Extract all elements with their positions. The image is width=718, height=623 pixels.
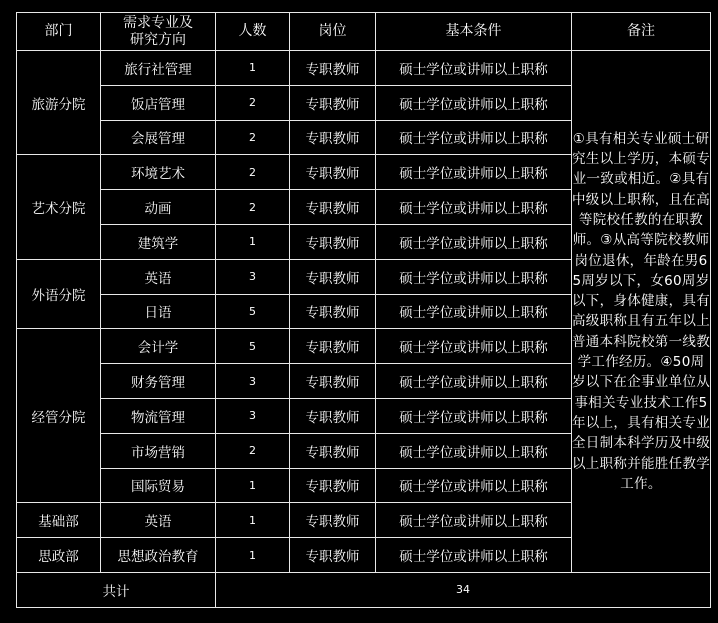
position-cell: 专职教师 bbox=[290, 190, 376, 225]
position-cell: 专职教师 bbox=[290, 120, 376, 155]
position-cell: 专职教师 bbox=[290, 364, 376, 399]
total-value: 34 bbox=[216, 572, 711, 607]
position-cell: 专职教师 bbox=[290, 294, 376, 329]
conditions-cell: 硕士学位或讲师以上职称 bbox=[376, 468, 572, 503]
header-major bbox=[101, 13, 216, 51]
dept-cell: 基础部 bbox=[17, 503, 101, 538]
position-cell: 专职教师 bbox=[290, 259, 376, 294]
table-body bbox=[17, 51, 711, 573]
position-cell: 专职教师 bbox=[290, 224, 376, 259]
count-cell: 2 bbox=[216, 190, 290, 225]
conditions-cell: 硕士学位或讲师以上职称 bbox=[376, 190, 572, 225]
count-cell: 2 bbox=[216, 155, 290, 190]
conditions-cell: 硕士学位或讲师以上职称 bbox=[376, 224, 572, 259]
major-cell: 英语 bbox=[101, 503, 216, 538]
position-cell: 专职教师 bbox=[290, 398, 376, 433]
header-position: 岗位 bbox=[290, 13, 376, 51]
count-cell: 5 bbox=[216, 329, 290, 364]
major-cell: 日语 bbox=[101, 294, 216, 329]
header-major-line1: 需求专业及 bbox=[123, 14, 193, 31]
total-row bbox=[17, 572, 711, 607]
count-cell: 1 bbox=[216, 538, 290, 573]
header-conditions: 基本条件 bbox=[376, 13, 572, 51]
count-cell: 3 bbox=[216, 259, 290, 294]
major-cell: 思想政治教育 bbox=[101, 538, 216, 573]
conditions-cell: 硕士学位或讲师以上职称 bbox=[376, 51, 572, 86]
dept-cell: 经管分院 bbox=[17, 329, 101, 503]
position-cell: 专职教师 bbox=[290, 503, 376, 538]
position-cell: 专职教师 bbox=[290, 51, 376, 86]
dept-cell: 旅游分院 bbox=[17, 51, 101, 155]
table-row bbox=[17, 51, 711, 86]
conditions-cell: 硕士学位或讲师以上职称 bbox=[376, 503, 572, 538]
major-cell: 会计学 bbox=[101, 329, 216, 364]
count-cell: 3 bbox=[216, 398, 290, 433]
header-count: 人数 bbox=[216, 13, 290, 51]
major-cell: 英语 bbox=[101, 259, 216, 294]
conditions-cell: 硕士学位或讲师以上职称 bbox=[376, 85, 572, 120]
position-cell: 专职教师 bbox=[290, 85, 376, 120]
header-dept: 部门 bbox=[17, 13, 101, 51]
recruitment-table bbox=[16, 12, 711, 608]
conditions-cell: 硕士学位或讲师以上职称 bbox=[376, 433, 572, 468]
dept-cell: 思政部 bbox=[17, 538, 101, 573]
major-cell: 环境艺术 bbox=[101, 155, 216, 190]
count-cell: 2 bbox=[216, 433, 290, 468]
dept-cell: 艺术分院 bbox=[17, 155, 101, 259]
position-cell: 专职教师 bbox=[290, 155, 376, 190]
position-cell: 专职教师 bbox=[290, 538, 376, 573]
conditions-cell: 硕士学位或讲师以上职称 bbox=[376, 259, 572, 294]
conditions-cell: 硕士学位或讲师以上职称 bbox=[376, 120, 572, 155]
major-cell: 建筑学 bbox=[101, 224, 216, 259]
header-row bbox=[17, 13, 711, 51]
major-cell: 国际贸易 bbox=[101, 468, 216, 503]
header-major-line2: 研究方向 bbox=[130, 31, 186, 48]
major-cell: 物流管理 bbox=[101, 398, 216, 433]
count-cell: 1 bbox=[216, 224, 290, 259]
major-cell: 动画 bbox=[101, 190, 216, 225]
count-cell: 1 bbox=[216, 51, 290, 86]
conditions-cell: 硕士学位或讲师以上职称 bbox=[376, 329, 572, 364]
conditions-cell: 硕士学位或讲师以上职称 bbox=[376, 294, 572, 329]
conditions-cell: 硕士学位或讲师以上职称 bbox=[376, 155, 572, 190]
count-cell: 2 bbox=[216, 120, 290, 155]
count-cell: 1 bbox=[216, 468, 290, 503]
conditions-cell: 硕士学位或讲师以上职称 bbox=[376, 364, 572, 399]
count-cell: 2 bbox=[216, 85, 290, 120]
count-cell: 3 bbox=[216, 364, 290, 399]
total-label: 共计 bbox=[17, 572, 216, 607]
position-cell: 专职教师 bbox=[290, 468, 376, 503]
conditions-cell: 硕士学位或讲师以上职称 bbox=[376, 538, 572, 573]
major-cell: 旅行社管理 bbox=[101, 51, 216, 86]
major-cell: 财务管理 bbox=[101, 364, 216, 399]
dept-cell: 外语分院 bbox=[17, 259, 101, 329]
major-cell: 会展管理 bbox=[101, 120, 216, 155]
header-remarks: 备注 bbox=[572, 13, 711, 51]
remarks-cell: ①具有相关专业硕士研究生以上学历，本硕专业一致或相近。②具有中级以上职称，且在高等院校任教的在职教师。③从高等院校教师岗位退休，年龄在男65周岁以下，女60周岁以下，身体健康，具有高级职称且有五年以上普通本科院校第一线教学工作经历。④50周岁以下在企事业单位从事相关专业技术工作5年以上，具有相关专业全日制本科学历及中级以上职称并能胜任教学工作。 bbox=[572, 51, 711, 573]
major-cell: 饭店管理 bbox=[101, 85, 216, 120]
conditions-cell: 硕士学位或讲师以上职称 bbox=[376, 398, 572, 433]
position-cell: 专职教师 bbox=[290, 433, 376, 468]
count-cell: 1 bbox=[216, 503, 290, 538]
position-cell: 专职教师 bbox=[290, 329, 376, 364]
major-cell: 市场营销 bbox=[101, 433, 216, 468]
count-cell: 5 bbox=[216, 294, 290, 329]
